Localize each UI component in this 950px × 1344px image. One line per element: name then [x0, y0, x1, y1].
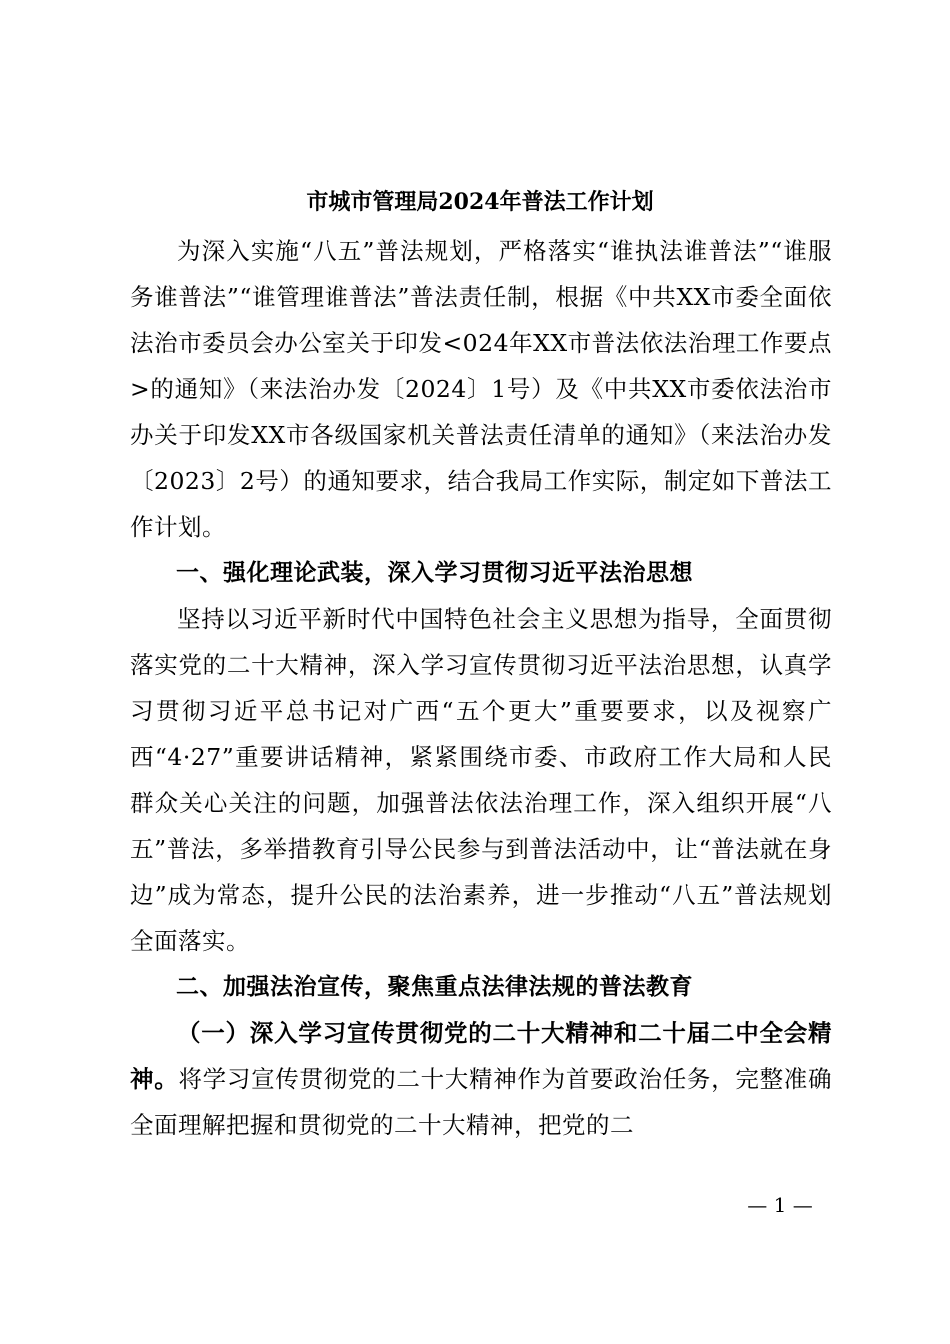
page-number: — 1 — — [747, 1193, 813, 1217]
section-heading-1: 一、强化理论武装，深入学习贯彻习近平法治思想 — [176, 560, 693, 586]
subsection-heading-1: （一）深入学习宣传贯彻党的二十大精神和二十届二中全会精神。 — [130, 1019, 832, 1093]
intro-paragraph: 为深入实施“八五”普法规划，严格落实“谁执法谁普法”“谁服务谁普法”“谁管理谁普法”普法责任制，根据《中共XX市委全面依法治市委员会办公室关于印发<024年XX市普法依法治理工作要点>的通知》（来法治办发〔2024〕1号）及《中共XX市委依法治市办关于印发XX市各级国家机关普法责任清单的通知》（来法治办发〔2023〕2号）的通知要求，结合我局工作实际，制定如下普法工作计划。 — [130, 237, 832, 541]
section-heading-2: 二、加强法治宣传，聚焦重点法律法规的普法教育 — [176, 974, 693, 1000]
section-paragraph-2 — [130, 1010, 832, 1148]
section-paragraph-1: 坚持以习近平新时代中国特色社会主义思想为指导，全面贯彻落实党的二十大精神，深入学习宣传贯彻习近平法治思想，认真学习贯彻习近平总书记对广西“五个更大”重要要求，以及视察广西“4·27”重要讲话精神，紧紧围绕市委、市政府工作大局和人民群众关心关注的问题，加强普法依法治理工作，深入组织开展“八五”普法，多举措教育引导公民参与到普法活动中，让“普法就在身边”成为常态，提升公民的法治素养，进一步推动“八五”普法规划全面落实。 — [130, 605, 832, 955]
document-title: 市城市管理局2024年普法工作计划 — [306, 189, 654, 215]
subsection-text-1: 将学习宣传贯彻党的二十大精神作为首要政治任务，完整准确全面理解把握和贯彻党的二十大精神，把党的二 — [130, 1065, 833, 1139]
